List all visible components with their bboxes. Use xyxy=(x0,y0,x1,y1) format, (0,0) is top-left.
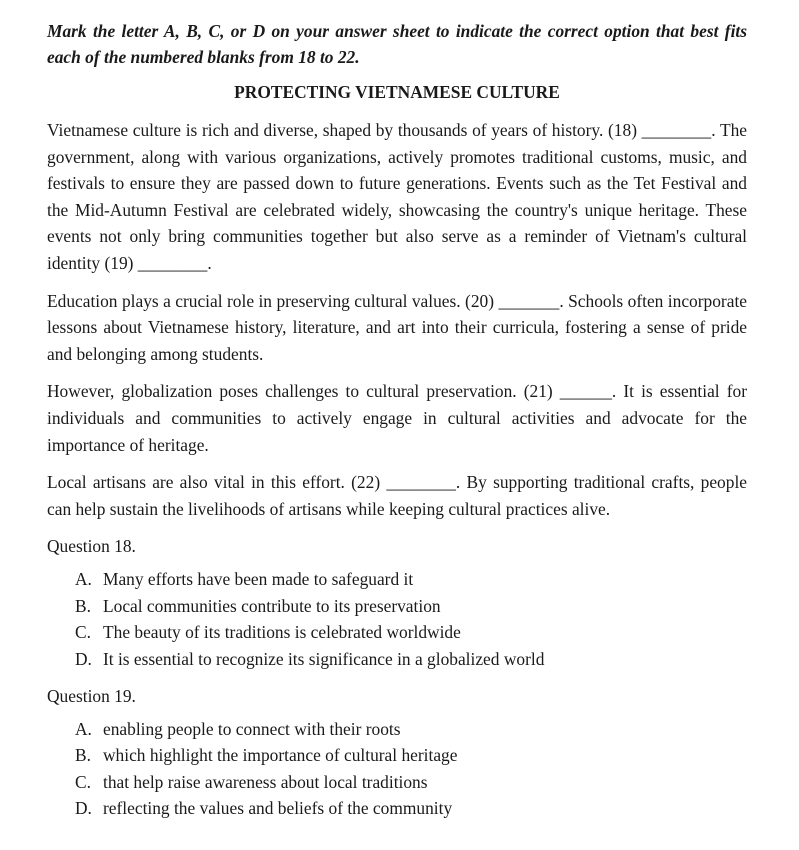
option-text: reflecting the values and beliefs of the community xyxy=(103,798,453,819)
option-letter: C. xyxy=(75,622,91,643)
question-19 xyxy=(47,683,747,822)
question-18 xyxy=(47,533,747,672)
option-text: that help raise awareness about local traditions xyxy=(103,771,428,792)
instruction-text: Mark the letter A, B, C, or D on your answer sheet to indicate the correct option that best fits each of the numbered blanks from 18 to 22. xyxy=(47,21,747,67)
option-list xyxy=(47,716,747,822)
option-d xyxy=(75,795,747,821)
option-text: Many efforts have been made to safeguard it xyxy=(103,569,414,590)
question-label: Question 18. xyxy=(47,536,136,557)
option-letter: A. xyxy=(75,569,92,590)
passage-paragraph-1: Vietnamese culture is rich and diverse, shaped by thousands of years of history. (18) ________. The government, along with various organizations, actively promotes traditional customs, music, and festivals to ensure they are passed down to future generations. Events such as the Tet Festival and the Mid-Autumn Festival are celebrated widely, showcasing the country's unique heritage. These events not only bring communities together but also serve as a reminder of Vietnam's cultural identity (19) ________. xyxy=(47,120,747,273)
option-letter: A. xyxy=(75,718,92,739)
option-letter: B. xyxy=(75,595,91,616)
option-b xyxy=(75,593,747,619)
option-d xyxy=(75,646,747,672)
option-a xyxy=(75,566,747,592)
option-c xyxy=(75,619,747,645)
option-text: It is essential to recognize its significance in a globalized world xyxy=(103,648,545,669)
option-list xyxy=(47,566,747,672)
option-letter: D. xyxy=(75,798,92,819)
passage-title: PROTECTING VIETNAMESE CULTURE xyxy=(234,82,560,102)
option-text: Local communities contribute to its preservation xyxy=(103,595,441,616)
option-text: The beauty of its traditions is celebrated worldwide xyxy=(103,622,461,643)
passage-paragraph-4: Local artisans are also vital in this effort. (22) ________. By supporting traditional crafts, people can help sustain the livelihoods of artisans while keeping cultural practices alive. xyxy=(47,472,747,519)
passage-paragraph-3: However, globalization poses challenges to cultural preservation. (21) ______. It is essential for individuals and communities to actively engage in cultural activities and advocate for the importance of heritage. xyxy=(47,381,747,455)
option-letter: D. xyxy=(75,648,92,669)
question-label: Question 19. xyxy=(47,685,136,706)
option-text: which highlight the importance of cultural heritage xyxy=(103,745,458,766)
option-c xyxy=(75,769,747,795)
option-letter: C. xyxy=(75,771,91,792)
option-letter: B. xyxy=(75,745,91,766)
passage-paragraph-2: Education plays a crucial role in preserving cultural values. (20) _______. Schools often incorporate lessons about Vietnamese history, literature, and art into their curricula, fostering a sense of pride and belonging among students. xyxy=(47,290,747,364)
option-text: enabling people to connect with their roots xyxy=(103,718,401,739)
option-a xyxy=(75,716,747,742)
option-b xyxy=(75,742,747,768)
